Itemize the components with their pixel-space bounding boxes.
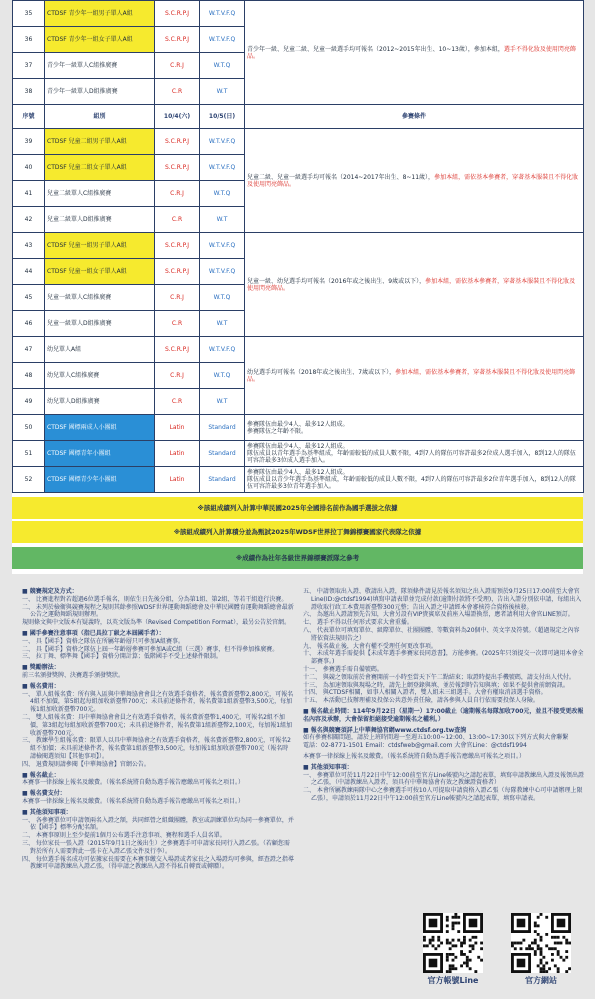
day1-dances: S.C.R.P.J bbox=[155, 337, 200, 363]
row-number: 40 bbox=[13, 155, 45, 181]
rule-line: 十二、 與競之領取前於會賽開前一小時至當天下午二點結束；取證時提出手機號碼，請支付出人代付。 bbox=[303, 673, 575, 681]
day1-dances: Latin bbox=[155, 467, 200, 493]
rule-line: 十五、 本活動已技辦理補及投保公共意外責任險，請各參與人員自行依需要投保人身險。 bbox=[303, 697, 539, 705]
rule-line: 一、 參賽單位可於11月22日中午12:00前至官方Line帳號內之請起表單，填寫申請教練出入證及報領出證之乙張，（中請教練出入證者，須具有中華舞協會有效之教練證資格者） bbox=[303, 771, 584, 787]
day1-dances: C.R bbox=[155, 207, 200, 233]
row-number: 42 bbox=[13, 207, 45, 233]
row-number: 39 bbox=[13, 129, 45, 155]
rule-section bbox=[22, 588, 294, 627]
rule-section bbox=[303, 708, 585, 724]
group-name: 兒童二級單人D組推廣賽 bbox=[45, 207, 155, 233]
day2-dances: Standard bbox=[200, 467, 245, 493]
day1-dances: C.R bbox=[155, 311, 200, 337]
rule-line: 一、 具【國手】資格之隊伍在所屬年齡層只可參加A組賽事。 bbox=[22, 637, 185, 645]
group-name: CTDSF 兒童二組男子單人A組 bbox=[45, 129, 155, 155]
table-row bbox=[13, 467, 584, 493]
rule-section bbox=[22, 790, 294, 806]
rule-line: 一、 單人組報名費：所有與入區與中華舞協會會員之有效選手資格者，報名費新臺幣2,800元，可報名4組不加價，第5組起每組加收新臺幣700元；未具前述條件者，報名費第1組新臺幣3,500元，每加報1組加收新臺幣700元。 bbox=[22, 690, 294, 714]
day1-dances: Latin bbox=[155, 441, 200, 467]
group-name: 兒童一級單人C組推廣賽 bbox=[45, 285, 155, 311]
row-number: 44 bbox=[13, 259, 45, 285]
rule-line: 三、 教練學生組報名費：限單人以具中華舞協會之有效選手資格者，報名費新臺幣2,800元，可報名2組不加價；未具前述條件者，報名費第1組新臺幣3,500元，每加報1組加收新臺幣700元（報名時請檢閱選須知【其他事項】）。 bbox=[22, 737, 291, 760]
rule-heading: ■ 報名費支付： bbox=[22, 790, 66, 798]
rule-line: 十四、 與CTDSF相關，如事人相關入證者，雙人組未三組選手。大會有權取消該選手資格。 bbox=[303, 689, 547, 697]
row-number: 46 bbox=[13, 311, 45, 337]
day1-dances: C.R.J bbox=[155, 181, 200, 207]
table-row bbox=[13, 415, 584, 441]
table-row bbox=[13, 129, 584, 155]
row-number: 49 bbox=[13, 389, 45, 415]
group-name: 青少年一級單人C組推廣賽 bbox=[45, 53, 155, 79]
table-header bbox=[13, 105, 584, 129]
row-number: 38 bbox=[13, 79, 45, 105]
banner-world-championship: ※成績作為社年各級世界錦標賽派隊之參考 bbox=[12, 547, 583, 569]
day1-dances: C.R.J bbox=[155, 53, 200, 79]
group-name: CTDSF 兒童二組女子單人A組 bbox=[45, 155, 155, 181]
day1-dances: S.C.R.P.J bbox=[155, 233, 200, 259]
rule-line: 本賽事一律採線上報名及繳費。（報名系統將自動為選手報告應繳出可報名之項目。） bbox=[22, 779, 245, 787]
rule-section bbox=[303, 764, 585, 803]
rule-section bbox=[303, 727, 585, 750]
day1-dances: C.R.J bbox=[155, 285, 200, 311]
condition-team51: 參賽隊伍由最少4人、最多12人組成。 隊伍成員以青年選手為基準組成，年齡需較低的成員人數不限，4到7人的隊伍可容許最多2位成人選手加入，8到12人的隊伍可容許最多3位成人選手加入。 bbox=[245, 441, 584, 467]
day2-dances: W.T.Q bbox=[200, 53, 245, 79]
header-note: 參賽條件 bbox=[245, 105, 584, 129]
row-number: 50 bbox=[13, 415, 45, 441]
group-name: CTDSF 兒童一組女子單人A組 bbox=[45, 259, 155, 285]
header-group: 組別 bbox=[45, 105, 155, 129]
rule-line: 四、 每位選手報名成功可依據家長需要在本賽事繳交入場證或者家長之入場證均可參與，經查證之指導教練可申請教練出入證乙張，（得申請之教練出入證不得私自轉賣或轉贈）。 bbox=[22, 855, 294, 871]
rule-line: 本賽事一律採線上報名及繳費。（報名系統將自動為選手報告應繳出可報名之項目。） bbox=[22, 797, 245, 805]
day2-dances: W.T.V.F.Q bbox=[200, 27, 245, 53]
rule-heading: ■ 報名截止時間：114年9月22日（星期一）17:00截止（逾期報名每隊加收700元，並且不接受更改報名內容及承辦，大會保留拒絕接受逾期報名之權利。） bbox=[303, 707, 584, 723]
rule-line: 本賽事一律採線上報名及繳費。（報名系統將自動為選手報告應繳出可報名之項目。） bbox=[303, 752, 526, 760]
row-number: 41 bbox=[13, 181, 45, 207]
day1-dances: C.R bbox=[155, 79, 200, 105]
group-name: CTDSF 青少年一組女子單人A組 bbox=[45, 27, 155, 53]
rule-line: 五、 中請領取出入證、敬請出入證，隊須條件請見於報名須知之出入證需預於9月25日17:00前至大會官Line(ID:@ctdsf1994)填寫申請表單並完成付款(逾期付款將不受理)，告出入證分別依申請，每組出入證收取行政工本費用新臺幣300元整；告出入證之申請經本會審核符合資格後核發。 bbox=[303, 588, 582, 611]
rule-line: 一、 比賽進程對若超過6位選手報名，則依生日先後分組，分為第1組、第2組、等若干組進行決賽。 bbox=[22, 595, 288, 603]
rule-line: 二、 具【國手】資格之隊伍上屆一年齡層參賽可參加A或C組（三選）賽事，但不得參加推廣賽。 bbox=[22, 645, 279, 653]
day2-dances: W.T.V.F.Q bbox=[200, 259, 245, 285]
day2-dances: W.T.V.F.Q bbox=[200, 129, 245, 155]
group-name: 幼兒單人A組 bbox=[45, 337, 155, 363]
day1-dances: S.C.R.P.J bbox=[155, 259, 200, 285]
day2-dances: W.T bbox=[200, 311, 245, 337]
rule-line: 二、 本賽事原則上至少提前1個月公布選手注意事項、賽程和選手人員名單。 bbox=[22, 832, 226, 840]
rule-heading: ■ 競賽規定及方式： bbox=[22, 588, 78, 595]
condition-child2: 兒童二級、兒童一級選手均可報名（2014~2017年出生、8~11歲），參加本組，需依基本參賽者，穿著基本服裝且不得化妝及使用閃亮飾品。 bbox=[245, 129, 584, 233]
row-number: 51 bbox=[13, 441, 45, 467]
rule-line: 三、 每位家長一張入證（2015年9月1日之後出生）之參賽選手可申請家長同行入證乙張。（若顧您需對於所有人需要對此一張卡在入證乙張文件及行李）。 bbox=[22, 839, 290, 855]
day2-dances: W.T.V.F.Q bbox=[200, 155, 245, 181]
qr-label-line: 官方帳號Line bbox=[427, 976, 479, 985]
day1-dances: C.R.J bbox=[155, 363, 200, 389]
day2-dances: W.T.Q bbox=[200, 181, 245, 207]
left-rules bbox=[22, 588, 294, 874]
rule-heading: ■ 其他須知事項： bbox=[303, 763, 353, 771]
table-row bbox=[13, 233, 584, 259]
group-name: CTDSF 國標兩成人小團組 bbox=[45, 415, 155, 441]
day2-dances: Standard bbox=[200, 441, 245, 467]
rule-section bbox=[303, 753, 585, 761]
rule-section bbox=[22, 772, 294, 788]
rule-heading: ■ 報名截止： bbox=[22, 771, 60, 779]
day2-dances: W.T.Q bbox=[200, 363, 245, 389]
schedule-table bbox=[12, 0, 583, 574]
day1-dances: Latin bbox=[155, 415, 200, 441]
rule-line: 二、 雙人組報名費：具中華舞協會會員之有效選手資格者，報名費新臺幣1,400元，可報名2組不加價，第3組起每組加收新臺幣700元；未具前述條件者，報名費第1組新臺幣2,100元，每加報1組加收新臺幣700元。 bbox=[22, 713, 293, 737]
group-name: 青少年一級單人D組推廣賽 bbox=[45, 79, 155, 105]
condition-child1: 兒童一級、幼兒選手均可報名（2016年或之後出生、9歲或以下），參加本組，需依基本參賽者，穿著基本服裝且不得化妝及使用閃亮飾品。 bbox=[245, 233, 584, 337]
group-name: 幼兒單人C組推廣賽 bbox=[45, 363, 155, 389]
rule-section bbox=[22, 664, 294, 680]
day2-dances: W.T.Q bbox=[200, 285, 245, 311]
condition-team50: 參賽隊伍由最少4人、最多12人組成。 參賽隊伍之年齡不限。 bbox=[245, 415, 584, 441]
table-row bbox=[13, 441, 584, 467]
group-name: CTDSF 國標青年小團組 bbox=[45, 441, 155, 467]
banner-wdsf-latin: ※該組成績列入計算積分並為甄試2025年WDSF世界拉丁舞錦標賽國家代表隊之依據 bbox=[12, 521, 583, 543]
day1-dances: S.C.R.P.J bbox=[155, 1, 200, 27]
row-number: 35 bbox=[13, 1, 45, 27]
row-number: 37 bbox=[13, 53, 45, 79]
rule-line: 八、 代表單位可填寫單位、級際單位、社團團體、等數資料為20個中、英文字及符號。（超過規定之內容將依資法規則告之） bbox=[303, 626, 580, 642]
website-qr-icon[interactable] bbox=[511, 913, 571, 973]
row-number: 36 bbox=[13, 27, 45, 53]
rule-line: 二、 未列於檢衛與競賽規程之規則其餘參照WDSF世界運動舞蹈總會及中華民國體育運動舞蹈總會最新公告之運動舞蹈規則辦理。 bbox=[22, 603, 294, 619]
rule-line: 規則條文與中文版本有疑義時，以英文版為準（Revised Competition Format），最另公告於官網。 bbox=[22, 619, 291, 627]
condition-team52: 參賽隊伍由最少4人、最多12人組成。 隊伍成員以青少年選手為基準組成，年齡需較低的成員人數不限，4到7人的隊伍可容許最多2位青年選手加入，8到12人的隊伍可容許最多3位青年選手加入。 bbox=[245, 467, 584, 493]
condition-infant: 幼兒選手均可報名（2018年或之後出生、7歲或以下），參加本組，需依基本參賽者，穿著基本服裝且不得化妝及使用閃亮飾品。 bbox=[245, 337, 584, 415]
row-number: 43 bbox=[13, 233, 45, 259]
rule-line: 四、 退費規則請參閱【中華舞協會】官網公告。 bbox=[22, 760, 150, 768]
line-qr-icon[interactable] bbox=[423, 913, 483, 973]
day2-dances: W.T bbox=[200, 79, 245, 105]
group-name: CTDSF 兒童一組男子單人A組 bbox=[45, 233, 155, 259]
rule-line: 十、 未成年選手需提供【未成年選手參賽家長同意書】，方能參賽。(2025年只須提交一次即可適用本會全部賽事。) bbox=[303, 650, 584, 666]
rule-heading: ■ 報名費用： bbox=[22, 682, 60, 690]
day2-dances: W.T.V.F.Q bbox=[200, 233, 245, 259]
rule-section bbox=[303, 588, 585, 705]
rule-line: 九、 報名截止後，大會有權不受理任何更改事項。 bbox=[303, 642, 437, 650]
condition-teen: 青少年一級、兒童二級、兒童一級選手均可報名（2012~2015年出生、10~13歲），參加本組，選手不得化妝及使用閃亮飾品。 bbox=[245, 1, 584, 105]
header-d1: 10/4(六) bbox=[155, 105, 200, 129]
day2-dances: W.T.V.F.Q bbox=[200, 337, 245, 363]
qr-label-website: 官方網站 bbox=[525, 976, 557, 985]
day2-dances: W.T bbox=[200, 207, 245, 233]
rule-heading: ■ 報名與競賽須詳上中華舞協官網www.ctdsf.org.tw查詢 bbox=[303, 726, 467, 734]
right-rules bbox=[303, 588, 585, 806]
group-name: 兒童二級單人C組推廣賽 bbox=[45, 181, 155, 207]
group-name: CTDSF 青少年一組男子單人A組 bbox=[45, 1, 155, 27]
rule-heading: ■ 獎勵辦法： bbox=[22, 664, 60, 672]
rule-line: 三、 拉丁舞、標準舞【國手】資格分開計算；低階國手不受上述條件限制。 bbox=[22, 653, 222, 661]
day1-dances: C.R bbox=[155, 389, 200, 415]
rule-line: 十一、 參賽選手需自備號碼。 bbox=[303, 665, 383, 673]
rule-line: 電話：02-8771-1501 Email：ctdsfweb@gmail.com 大會官Line：@ctdsf1994 bbox=[303, 742, 527, 750]
rule-line: 六、 為邀出入證請預先告知，大會另設有VIP貴賓席及前座入場證換票，應者請利用大會官LINE預訂。 bbox=[303, 611, 574, 619]
rule-line: 一、 各參賽單位可申請領兩名入證之額，共同經營之組織團體，教室或訓練單位均為同一參賽單位，并依【國手】標準分配名額。 bbox=[22, 816, 294, 832]
day1-dances: S.C.R.P.J bbox=[155, 27, 200, 53]
banner-national-ranking: ※該組成績列入計算中華民國2025年全國排名前作為國手選拔之依據 bbox=[12, 497, 583, 519]
table-row bbox=[13, 1, 584, 27]
rule-line: 二、 本會所屬教練兩隊中心之參賽選手可按10人可提取申請資格入證乙張（每隊教練中心可申請辦理上限乙張），申請須於11月22日中午12:00前至官方Line帳號內之請起表單，填寫申請表。 bbox=[303, 787, 583, 802]
rule-heading: ■ 國手參賽注意事項（指已具拉丁級之本屆國手者）： bbox=[22, 629, 165, 637]
day1-dances: S.C.R.P.J bbox=[155, 155, 200, 181]
row-number: 48 bbox=[13, 363, 45, 389]
rule-line: 十三、 為加速領取與現場之時，請先上網登錄與填、並於報到時告知與填；如果不提供會前網資訊。 bbox=[303, 681, 569, 689]
rule-heading: ■ 其他須知事項： bbox=[22, 808, 72, 816]
rule-section bbox=[22, 630, 294, 661]
day1-dances: S.C.R.P.J bbox=[155, 129, 200, 155]
row-number: 47 bbox=[13, 337, 45, 363]
group-name: 兒童一級單人D組推廣賽 bbox=[45, 311, 155, 337]
rule-section bbox=[22, 683, 294, 769]
day2-dances: W.T bbox=[200, 389, 245, 415]
day2-dances: W.T.V.F.Q bbox=[200, 1, 245, 27]
rule-line: 前三名頒發獎牌、決賽選手頒發獎狀。 bbox=[22, 671, 125, 679]
rule-line: 如有參賽相關問題，請於上班時間週一至週五10:00~12:00、13:00~17:30以下列方式與大會聯繫 bbox=[303, 734, 569, 742]
day2-dances: Standard bbox=[200, 415, 245, 441]
header-no: 序號 bbox=[13, 105, 45, 129]
row-number: 52 bbox=[13, 467, 45, 493]
rule-section bbox=[22, 809, 294, 871]
rule-line: 七、 選手不得以任何形式要求大會重播。 bbox=[303, 619, 413, 627]
header-d2: 10/5(日) bbox=[200, 105, 245, 129]
group-name: 幼兒單人D組推廣賽 bbox=[45, 389, 155, 415]
table-row bbox=[13, 337, 584, 363]
group-name: CTDSF 國標青少年小團組 bbox=[45, 467, 155, 493]
row-number: 45 bbox=[13, 285, 45, 311]
